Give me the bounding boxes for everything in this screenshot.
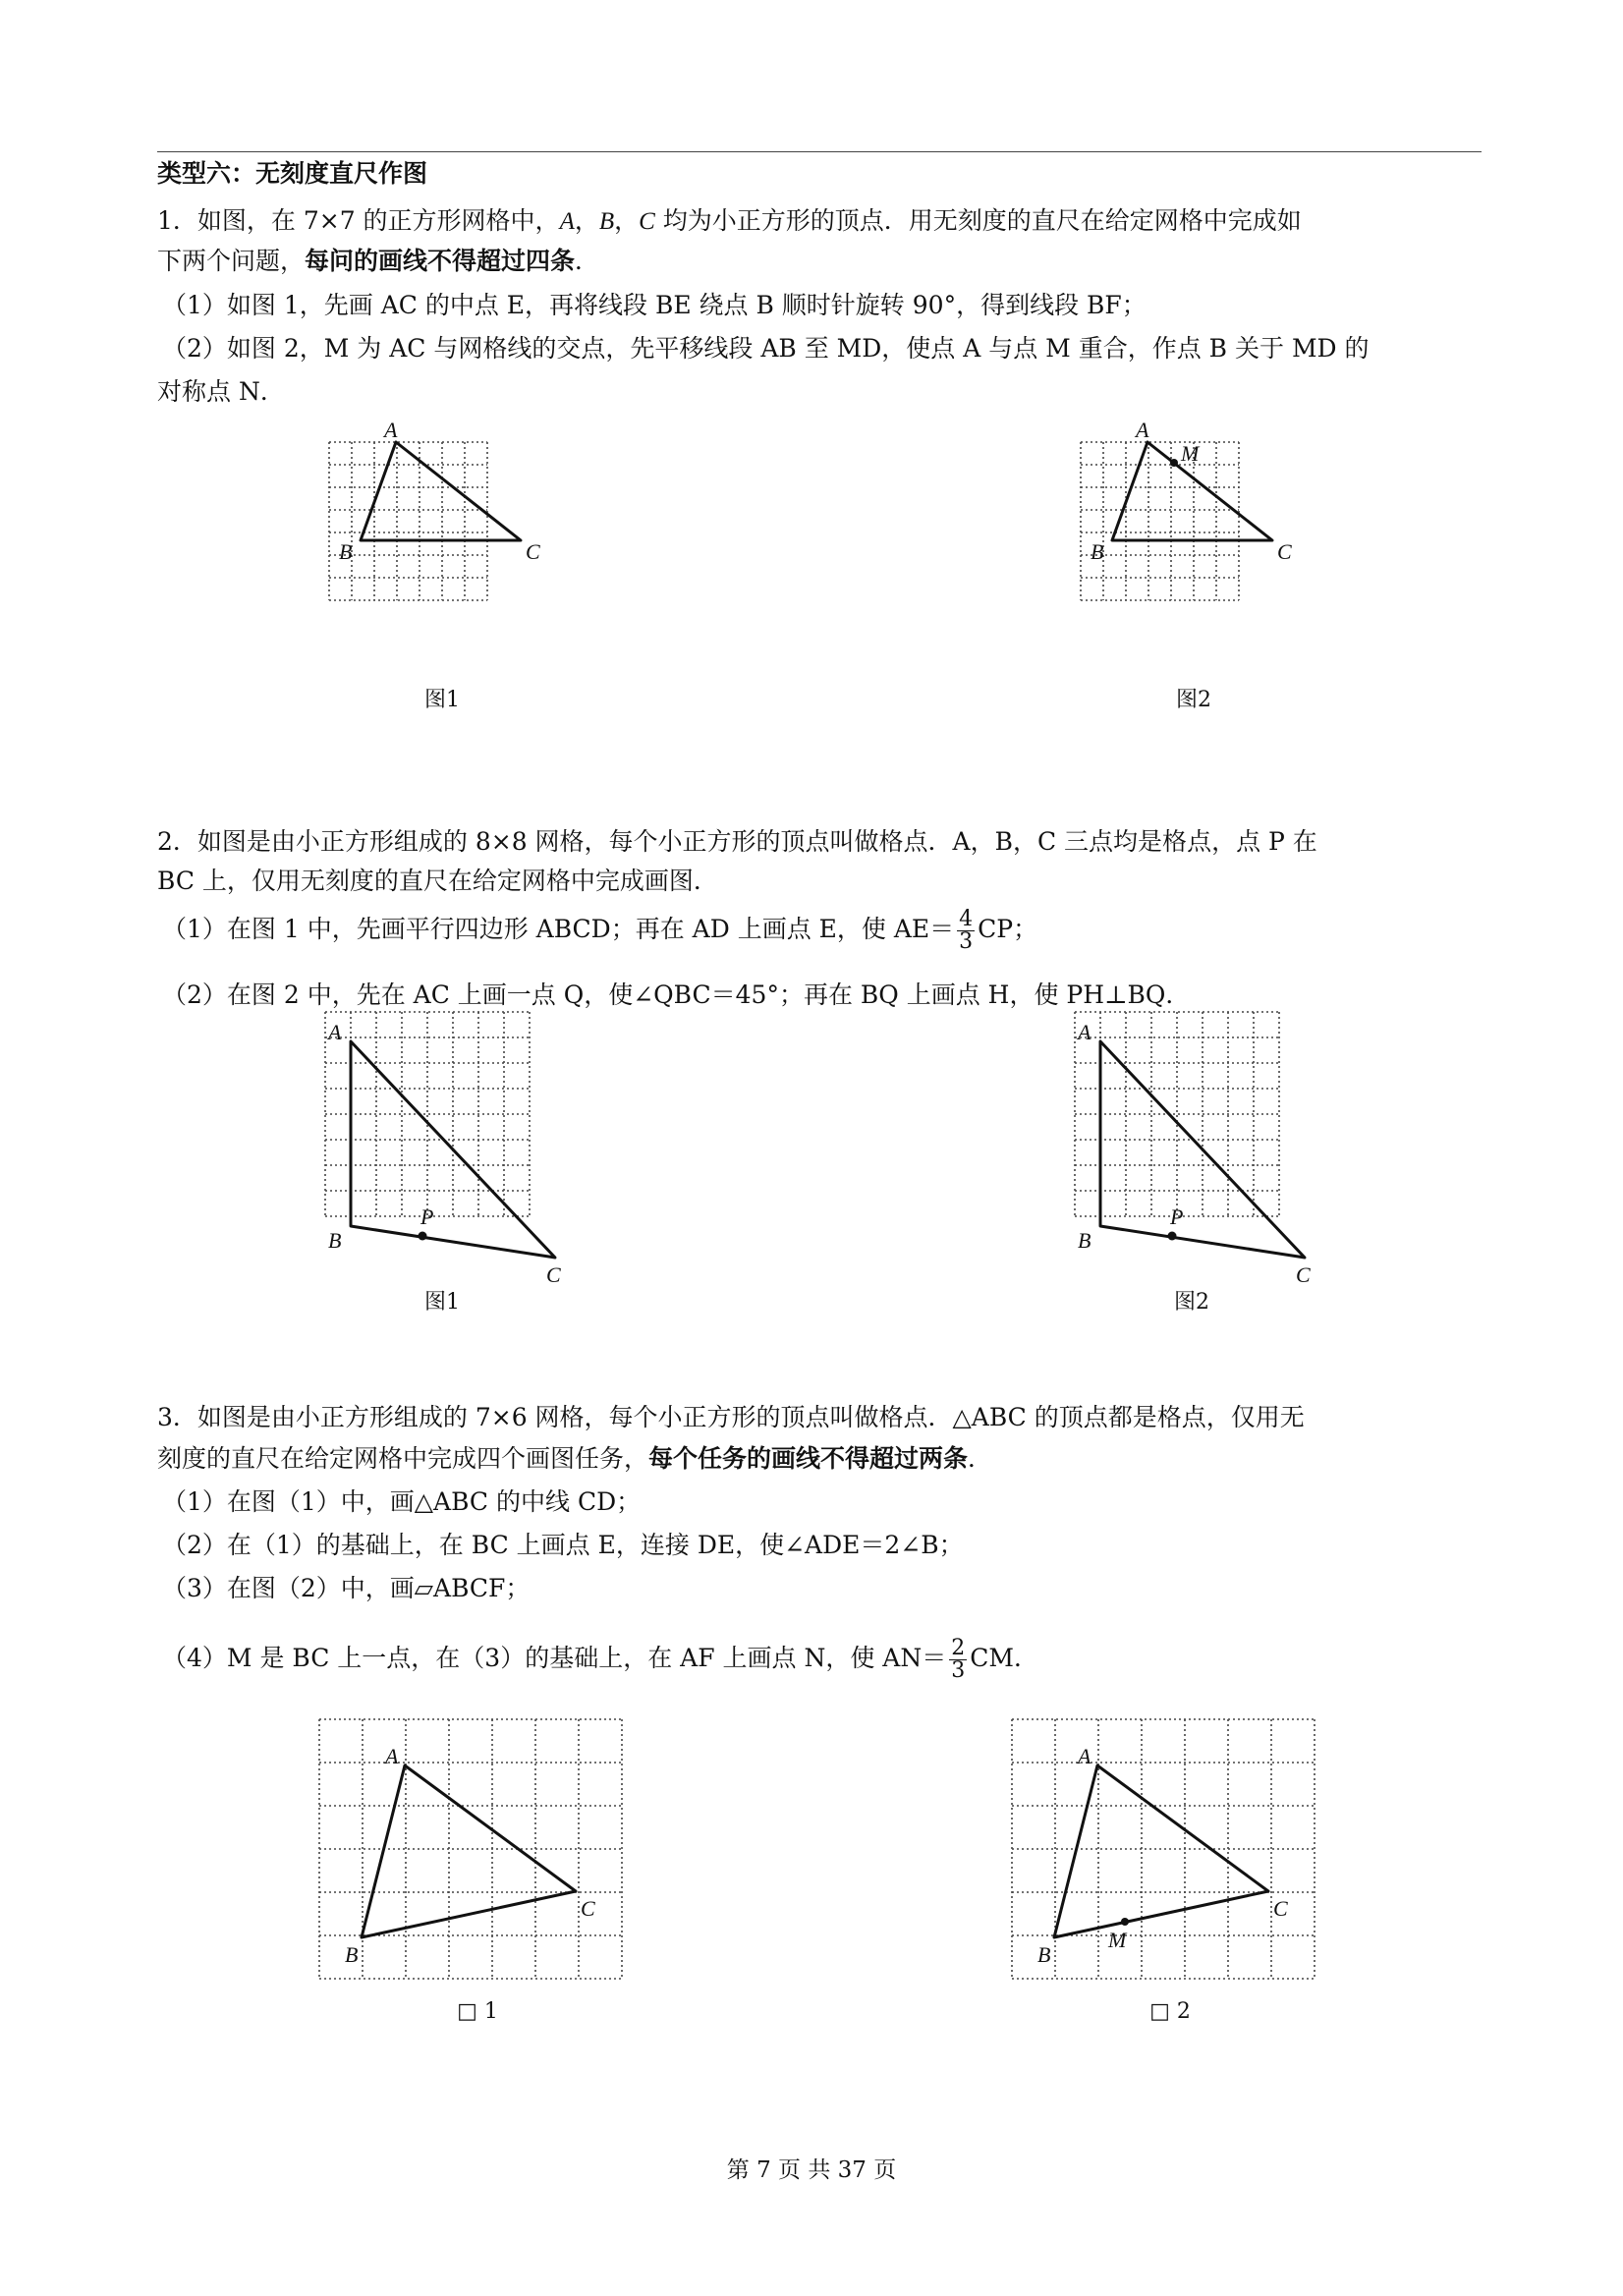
- label-a: A: [1136, 418, 1149, 442]
- triangle-abc: [1054, 1765, 1268, 1937]
- q3-part4: （4）M 是 BC 上一点，在（3）的基础上，在 AF 上画点 N，使 AN＝ $\frac{2}{3}$ CM．: [162, 1636, 1038, 1683]
- q1-caption-1: 图1: [424, 688, 460, 712]
- grid-7x6: [319, 1719, 622, 1979]
- fraction-2-3: $\frac{2}{3}$: [951, 1636, 966, 1683]
- q3-part1: （1）在图（1）中，画△ABC 的中线 CD；: [162, 1487, 642, 1516]
- label-b: B: [339, 539, 353, 564]
- point-m: [1121, 1918, 1129, 1926]
- q2-part2: （2）在图 2 中，先在 AC 上画一点 Q，使∠QBC＝45°；再在 BQ 上画点 H，使 PH⊥BQ．: [162, 980, 1191, 1009]
- grid-7x7: [329, 442, 487, 600]
- q1-figure-2: [1071, 418, 1316, 678]
- label-b: B: [328, 1228, 342, 1253]
- grid-8x8: [1075, 1012, 1279, 1216]
- label-b: B: [1037, 1942, 1051, 1967]
- q2-intro: 2．如图是由小正方形组成的 8×8 网格，每个小正方形的顶点叫做格点．A，B，C 三点均是格点，点 P 在: [157, 827, 1317, 856]
- q3-intro: 3．如图是由小正方形组成的 7×6 网格，每个小正方形的顶点叫做格点．△ABC 的顶点都是格点，仅用无: [157, 1403, 1305, 1431]
- triangle-abc: [362, 1765, 576, 1937]
- label-c: C: [1273, 1896, 1288, 1921]
- q2-caption-1: 图1: [424, 1290, 460, 1315]
- triangle-abc: [361, 442, 521, 540]
- fraction-4-3: $\frac{4}{3}$: [959, 907, 974, 954]
- q2-part1: （1）在图 1 中，先画平行四边形 ABCD；再在 AD 上画点 E，使 AE＝ $\frac{4}{3}$ CP；: [162, 907, 1038, 954]
- point-p: [1168, 1232, 1177, 1241]
- triangle-abc: [1100, 1041, 1305, 1258]
- point-m: [1170, 459, 1178, 467]
- q3-figure-1: [317, 1719, 632, 2004]
- label-c: C: [546, 1262, 561, 1287]
- label-m: M: [1108, 1928, 1127, 1952]
- grid-8x8: [325, 1012, 530, 1216]
- label-a: A: [384, 418, 398, 442]
- header-rule: [157, 151, 1482, 152]
- q2-intro-line2: BC 上，仅用无刻度的直尺在给定网格中完成画图．: [157, 867, 718, 895]
- grid-7x7: [1081, 442, 1239, 600]
- q2-caption-2: 图2: [1174, 1290, 1209, 1315]
- q1-part2: （2）如图 2，M 为 AC 与网格线的交点，先平移线段 AB 至 MD，使点 A 与点 M 重合，作点 B 关于 MD 的: [162, 334, 1370, 363]
- label-c: C: [526, 539, 540, 564]
- q1-figure-1: [319, 418, 565, 678]
- label-a: A: [385, 1744, 399, 1768]
- triangle-abc: [351, 1041, 555, 1258]
- q3-intro-line2: 刻度的直尺在给定网格中完成四个画图任务，每个任务的画线不得超过两条．: [157, 1444, 993, 1473]
- point-p: [419, 1232, 427, 1241]
- q3-constraint: 每个任务的画线不得超过两条: [648, 1444, 969, 1473]
- q2-figure-1: [314, 1012, 570, 1287]
- q2-figure-2: [1064, 1012, 1319, 1287]
- section-title: 类型六：无刻度直尺作图: [157, 159, 428, 188]
- grid-7x6: [1012, 1719, 1315, 1979]
- page-footer: 第 7 页 共 37 页: [726, 2157, 897, 2183]
- label-a: A: [328, 1020, 342, 1044]
- q1-part1: （1）如图 1，先画 AC 的中点 E，再将线段 BE 绕点 B 顺时针旋转 90°，得到线段 BF；: [162, 291, 1147, 319]
- label-c: C: [1296, 1262, 1311, 1287]
- q3-caption-2: □ 2: [1149, 1999, 1191, 2024]
- label-a: A: [1078, 1744, 1091, 1768]
- label-b: B: [345, 1942, 359, 1967]
- label-p: P: [420, 1204, 434, 1229]
- q3-part2: （2）在（1）的基础上，在 BC 上画点 E，连接 DE，使∠ADE＝2∠B；: [162, 1531, 964, 1559]
- q3-part3: （3）在图（2）中，画▱ABCF；: [162, 1574, 531, 1602]
- q1-intro-line2: 下两个问题，每问的画线不得超过四条．: [157, 247, 600, 275]
- q3-caption-1: □ 1: [457, 1999, 498, 2024]
- label-a: A: [1078, 1020, 1091, 1044]
- label-b: B: [1078, 1228, 1091, 1253]
- q1-intro: 1．如图，在 7×7 的正方形网格中，A，B，C 均为小正方形的顶点．用无刻度的直尺在给定网格中完成如: [157, 206, 1302, 235]
- q1-caption-2: 图2: [1176, 688, 1211, 712]
- q1-constraint: 每问的画线不得超过四条: [305, 247, 576, 275]
- label-m: M: [1181, 441, 1200, 466]
- label-c: C: [1277, 539, 1292, 564]
- label-p: P: [1170, 1204, 1184, 1229]
- q3-figure-2: [1010, 1719, 1324, 2004]
- label-b: B: [1091, 539, 1104, 564]
- label-c: C: [581, 1896, 595, 1921]
- q1-part2-cont: 对称点 N．: [157, 377, 285, 406]
